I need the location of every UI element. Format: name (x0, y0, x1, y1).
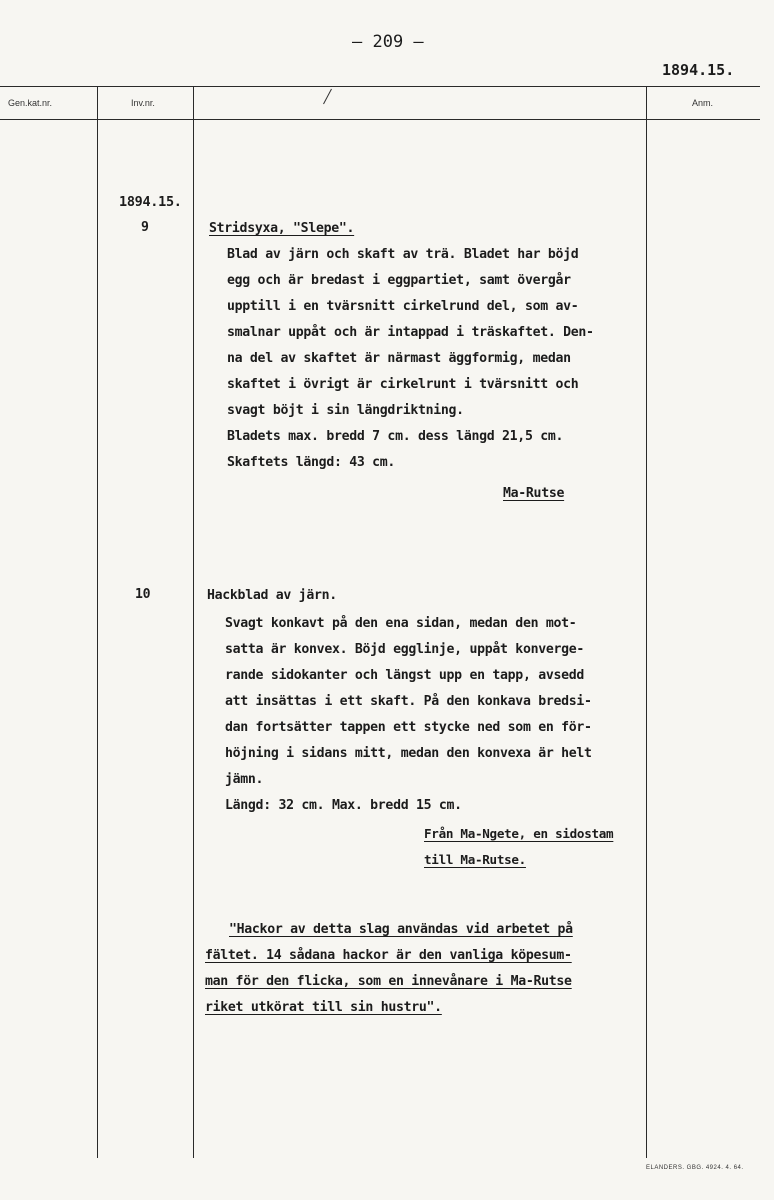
description-line: smalnar uppåt och är intappad i träskaftet. Den- (227, 325, 594, 340)
entry-title: Stridsyxa, "Slepe". (209, 221, 355, 236)
quote-line: fältet. 14 sådana hackor är den vanliga köpesum- (205, 948, 572, 963)
description-line: skaftet i övrigt är cirkelrunt i tvärsnitt och (227, 377, 579, 392)
origin-line: till Ma-Rutse. (424, 852, 526, 867)
description-line: rande sidokanter och längst upp en tapp, avsedd (225, 668, 585, 683)
description-line: svagt böjt i sin längdriktning. (227, 403, 464, 418)
description-line: satta är konvex. Böjd egglinje, uppåt konverge- (225, 642, 585, 657)
entry-title: Hackblad av järn. (207, 588, 337, 603)
description-line: dan fortsätter tappen ett stycke ned som en för- (225, 720, 592, 735)
entry-number: 10 (135, 587, 151, 602)
entry-description (225, 611, 592, 819)
origin-line: Från Ma-Ngete, en sidostam (424, 826, 614, 841)
description-line: Längd: 32 cm. Max. bredd 15 cm. (225, 798, 462, 813)
entry-ref: 1894.15. (119, 194, 182, 210)
description-line: Bladets max. bredd 7 cm. dess längd 21,5 cm. (227, 429, 564, 444)
column-label-anm: Anm. (692, 98, 714, 108)
column-divider-2 (193, 86, 194, 1158)
entry-origin (424, 821, 613, 873)
quote-line: man för den flicka, som en innevånare i Ma-Rutse (205, 974, 572, 989)
entry-description (227, 242, 594, 476)
column-divider-1 (97, 86, 98, 1158)
column-label-inv: Inv.nr. (131, 98, 155, 108)
column-label-gen-kat: Gen.kat.nr. (8, 98, 53, 108)
description-line: egg och är bredast i eggpartiet, samt övergår (227, 273, 571, 288)
catalog-ref-header: 1894.15. (662, 61, 735, 79)
entry-quote (205, 917, 573, 1021)
column-divider-3 (646, 86, 647, 1158)
description-line: na del av skaftet är närmast äggformig, medan (227, 351, 571, 366)
pen-mark (323, 89, 332, 104)
quote-line: riket utkörat till sin hustru". (205, 1000, 442, 1015)
description-line: höjning i sidans mitt, medan den konvexa är helt (225, 746, 592, 761)
description-line: Blad av järn och skaft av trä. Bladet har böjd (227, 247, 579, 262)
page-number: – 209 – (352, 32, 424, 52)
description-line: Svagt konkavt på den ena sidan, medan den mot- (225, 616, 577, 631)
printer-imprint: ELANDERS. GBG. 4924. 4. 64. (646, 1165, 744, 1171)
description-line: Skaftets längd: 43 cm. (227, 455, 396, 470)
entry-origin: Ma-Rutse (503, 486, 565, 501)
description-line: upptill i en tvärsnitt cirkelrund del, som av- (227, 299, 579, 314)
description-line: jämn. (225, 772, 264, 787)
entry-number: 9 (141, 220, 149, 235)
description-line: att insättas i ett skaft. På den konkava bredsi- (225, 694, 592, 709)
quote-line: "Hackor av detta slag användas vid arbetet på (229, 922, 573, 937)
